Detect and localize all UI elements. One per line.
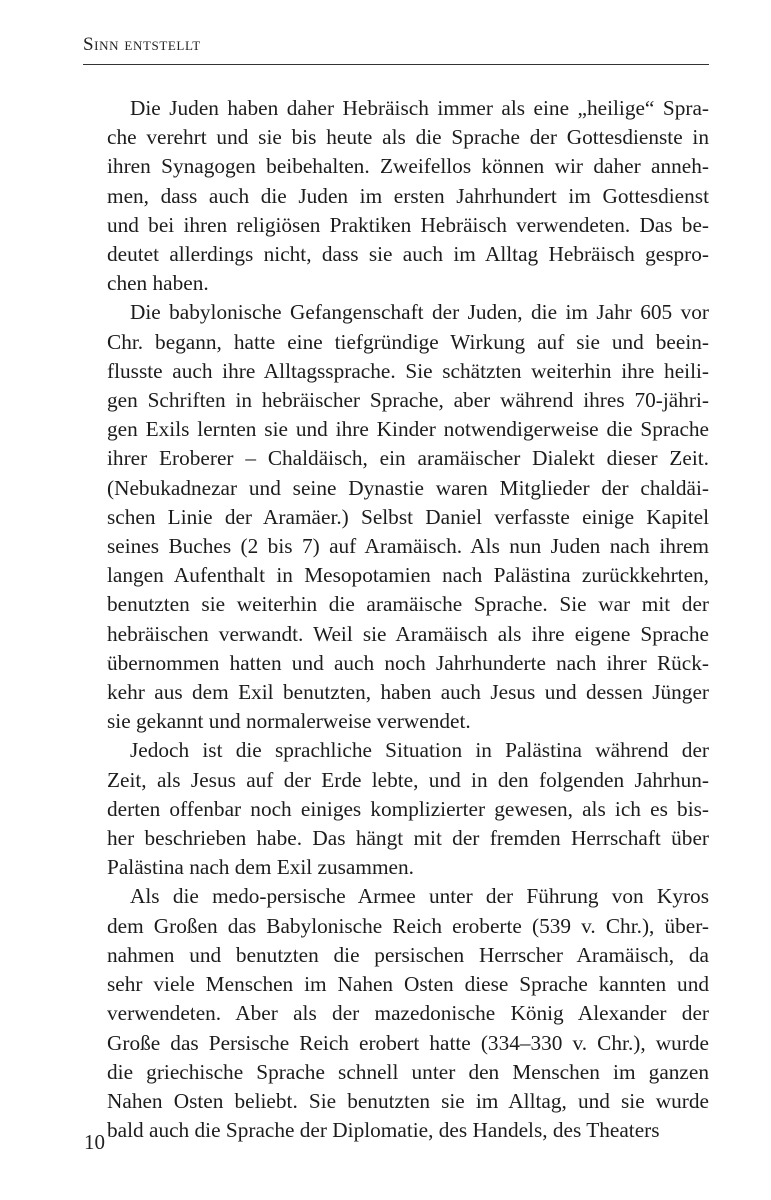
text-line: kehr aus dem Exil benutzten, haben auch Jesus und dessen Jünger <box>107 680 709 705</box>
text-line: Zeit, als Jesus auf der Erde lebte, und in den folgenden Jahrhun- <box>107 767 709 792</box>
text-line: Als die medo-persische Armee unter der Führung von Kyros <box>130 884 709 909</box>
text-line: chen haben. <box>107 271 209 296</box>
page-number: 10 <box>84 1130 105 1154</box>
text-line: langen Aufenthalt in Mesopotamien nach Palästina zurückkehrten, <box>107 563 709 588</box>
text-line: (Nebukadnezar und seine Dynastie waren Mitglieder der chaldäi- <box>107 475 709 500</box>
text-line: hebräischen verwandt. Weil sie Aramäisch als ihre eigene Sprache <box>107 621 709 646</box>
text-line: sie gekannt und normalerweise verwendet. <box>107 709 471 734</box>
text-line: ihren Synagogen beibehalten. Zweifellos können wir daher anneh- <box>107 154 709 179</box>
header-rule <box>83 64 709 65</box>
text-line: Die Juden haben daher Hebräisch immer als eine „heilige“ Spra- <box>130 96 709 120</box>
running-head: Sinn entstellt <box>83 34 201 55</box>
text-line: verwendeten. Aber als der mazedonische König Alexander der <box>107 1001 709 1026</box>
text-line: her beschrieben habe. Das hängt mit der fremden Herrschaft über <box>107 826 709 851</box>
text-line: gen Exils lernten sie und ihre Kinder notwendigerweise die Sprache <box>107 417 709 442</box>
text-line: che verehrt und sie bis heute als die Sprache der Gottesdienste in <box>107 125 709 150</box>
paragraph <box>84 882 709 1145</box>
body-text <box>84 94 709 1145</box>
text-line: die griechische Sprache schnell unter den Menschen im ganzen <box>107 1059 709 1084</box>
text-line: bald auch die Sprache der Diplomatie, des Handels, des Theaters <box>107 1118 660 1143</box>
text-line: dem Großen das Babylonische Reich eroberte (539 v. Chr.), über- <box>107 913 709 938</box>
text-line: nahmen und benutzten die persischen Herrscher Aramäisch, da <box>107 942 709 967</box>
text-line: Die babylonische Gefangenschaft der Juden, die im Jahr 605 vor <box>130 300 709 325</box>
text-line: Palästina nach dem Exil zusammen. <box>107 855 414 880</box>
text-line: und bei ihren religiösen Praktiken Hebräisch verwendeten. Das be- <box>107 212 709 237</box>
text-line: benutzten sie weiterhin die aramäische Sprache. Sie war mit der <box>107 592 709 617</box>
text-line: men, dass auch die Juden im ersten Jahrhundert im Gottesdienst <box>107 183 709 208</box>
text-line: flusste auch ihre Alltagssprache. Sie schätzten weiterhin ihre heili- <box>107 358 709 383</box>
paragraph <box>84 736 709 882</box>
text-line: schen Linie der Aramäer.) Selbst Daniel verfasste einige Kapitel <box>107 504 709 529</box>
text-line: deutet allerdings nicht, dass sie auch im Alltag Hebräisch gespro- <box>107 242 709 267</box>
text-line: Chr. begann, hatte eine tiefgründige Wirkung auf sie und beein- <box>107 329 709 354</box>
text-line: Jedoch ist die sprachliche Situation in Palästina während der <box>130 738 709 763</box>
text-line: seines Buches (2 bis 7) auf Aramäisch. Als nun Juden nach ihrem <box>107 534 709 559</box>
text-line: derten offenbar noch einiges komplizierter gewesen, als ich es bis- <box>107 796 709 821</box>
paragraph <box>84 94 709 298</box>
text-line: gen Schriften in hebräischer Sprache, aber während ihres 70-jähri- <box>107 388 709 413</box>
paragraph <box>84 298 709 736</box>
text-line: Große das Persische Reich erobert hatte (334–330 v. Chr.), wurde <box>107 1030 709 1055</box>
text-line: übernommen hatten und auch noch Jahrhunderte nach ihrer Rück- <box>107 650 709 675</box>
text-line: Nahen Osten beliebt. Sie benutzten sie im Alltag, und sie wurde <box>107 1088 709 1113</box>
text-line: ihrer Eroberer – Chaldäisch, ein aramäischer Dialekt dieser Zeit. <box>107 446 709 471</box>
text-line: sehr viele Menschen im Nahen Osten diese Sprache kannten und <box>107 972 709 997</box>
